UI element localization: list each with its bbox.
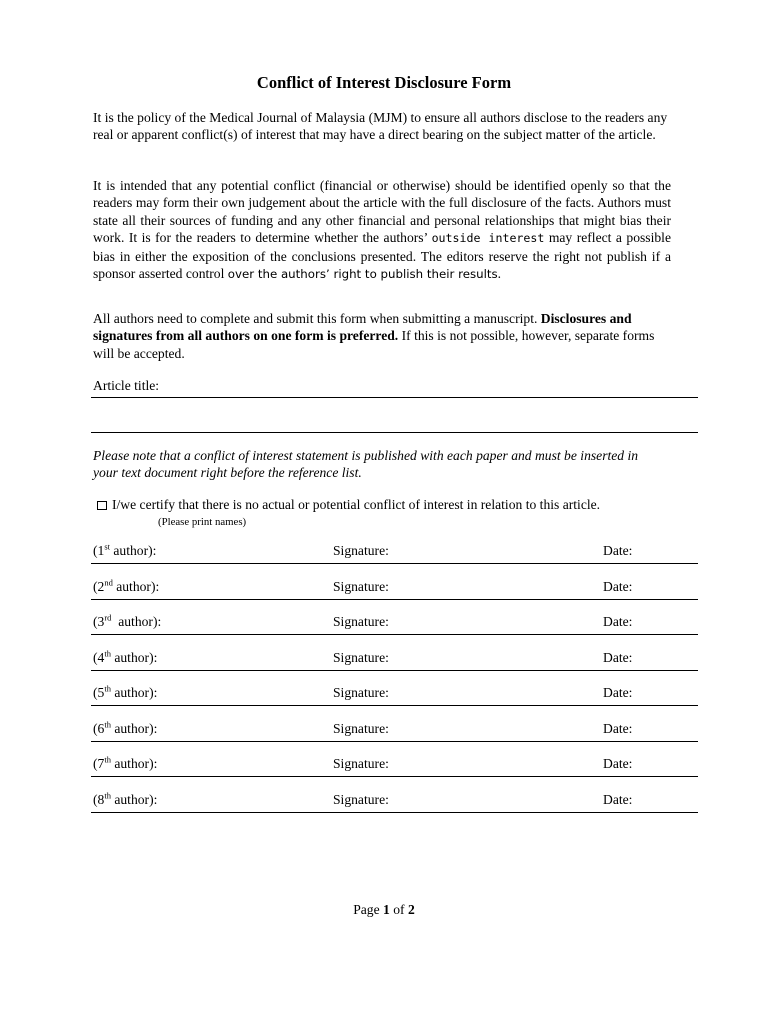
author-label: (4th author): xyxy=(93,648,158,665)
author-ordinal: st xyxy=(104,541,110,552)
intent-text-a: It is intended that any potential conflict (financial or otherwise) should be identified openly so that the readers may form their own judgement about the article with the full disclosure of the facts. Authors must state all their sources of funding and any other financial and personal relationships that might bias their work. It is for the readers to determine whether the authors’ xyxy=(93,178,671,246)
date-label[interactable]: Date: xyxy=(603,792,633,807)
intent-text-end: . xyxy=(497,266,502,282)
author-suffix: author): xyxy=(110,685,158,700)
article-title-line-2[interactable] xyxy=(91,432,698,433)
author-row xyxy=(91,717,698,742)
date-label[interactable]: Date: xyxy=(603,756,633,771)
signature-label[interactable]: Signature: xyxy=(333,685,389,700)
signature-label[interactable]: Signature: xyxy=(333,792,389,807)
author-number: 8 xyxy=(97,792,105,807)
print-names-hint: (Please print names) xyxy=(158,516,247,528)
page-footer xyxy=(0,902,768,918)
author-number: 6 xyxy=(97,721,105,736)
author-ordinal: th xyxy=(104,790,111,801)
signature-label[interactable]: Signature: xyxy=(333,650,389,665)
author-number: 3 xyxy=(97,614,105,629)
author-ordinal: th xyxy=(104,648,111,659)
author-label: (7th author): xyxy=(93,754,158,771)
author-number: 4 xyxy=(97,650,105,665)
author-ordinal: th xyxy=(104,719,111,730)
author-ordinal: rd xyxy=(104,612,112,623)
signature-label[interactable]: Signature: xyxy=(333,721,389,736)
publication-note: Please note that a conflict of interest statement is published with each paper and must be inserted in your text document right before the reference list. xyxy=(93,448,639,480)
author-suffix: author): xyxy=(110,543,157,558)
author-row xyxy=(91,575,698,600)
author-suffix: author): xyxy=(110,721,158,736)
author-suffix: author): xyxy=(110,792,158,807)
author-suffix: author): xyxy=(110,650,158,665)
footer-page-word: Page xyxy=(353,902,380,917)
signature-label[interactable]: Signature: xyxy=(333,756,389,771)
signature-label[interactable]: Signature: xyxy=(333,543,389,558)
date-label[interactable]: Date: xyxy=(603,721,633,736)
author-label: (8th author): xyxy=(93,790,158,807)
submission-paragraph xyxy=(93,310,671,362)
author-number: 5 xyxy=(97,685,105,700)
author-suffix: author): xyxy=(112,579,160,594)
submission-text-bold: Disclosures and signatures from all authors on one form is preferred. xyxy=(93,311,632,344)
article-title-label: Article title: xyxy=(93,378,160,393)
footer-current-page: 1 xyxy=(383,902,390,917)
author-ordinal: th xyxy=(104,683,111,694)
intent-text-b: may reflect a possible bias in either the exposition of the conclusions presented. The editors reserve the right not publish if a sponsor asserted control xyxy=(93,230,671,282)
author-label: (1st author): xyxy=(93,541,157,558)
author-row xyxy=(91,646,698,671)
date-label[interactable]: Date: xyxy=(603,579,633,594)
signature-label[interactable]: Signature: xyxy=(333,614,389,629)
date-label[interactable]: Date: xyxy=(603,685,633,700)
author-ordinal: nd xyxy=(104,577,113,588)
author-suffix: author): xyxy=(110,756,158,771)
author-row xyxy=(91,681,698,706)
author-ordinal: th xyxy=(104,754,111,765)
author-label: (3rd author): xyxy=(93,612,162,629)
author-row xyxy=(91,788,698,813)
submission-text-end: If this is not possible, however, separate forms will be accepted. xyxy=(93,328,655,361)
author-number: 2 xyxy=(97,579,105,594)
author-row xyxy=(91,610,698,635)
footer-of-word: of xyxy=(393,902,405,917)
article-title-line-1[interactable] xyxy=(91,397,698,398)
certify-checkbox[interactable] xyxy=(97,501,107,510)
signature-label[interactable]: Signature: xyxy=(333,579,389,594)
author-label: (6th author): xyxy=(93,719,158,736)
date-label[interactable]: Date: xyxy=(603,650,633,665)
author-number: 7 xyxy=(97,756,105,771)
certify-text: I/we certify that there is no actual or potential conflict of interest in relation to this article. xyxy=(112,497,601,512)
author-suffix: author): xyxy=(111,614,162,629)
author-row xyxy=(91,539,698,564)
date-label[interactable]: Date: xyxy=(603,543,633,558)
policy-paragraph: It is the policy of the Medical Journal of Malaysia (MJM) to ensure all authors disclose to the readers any real or apparent conflict(s) of interest that may have a direct bearing on the subject matter of the article. xyxy=(93,110,668,143)
footer-total-pages: 2 xyxy=(407,902,415,917)
author-label: (2nd author): xyxy=(93,577,160,594)
date-label[interactable]: Date: xyxy=(603,614,633,629)
intent-paragraph xyxy=(93,177,671,283)
author-row xyxy=(91,752,698,777)
page-title: Conflict of Interest Disclosure Form xyxy=(256,73,512,92)
author-label: (5th author): xyxy=(93,683,158,700)
submission-text-start: All authors need to complete and submit this form when submitting a manuscript. xyxy=(93,311,541,326)
certify-row[interactable] xyxy=(97,497,600,513)
intent-text-sans: over the authors’ right to publish their results xyxy=(227,267,498,282)
intent-text-mono: outside interest xyxy=(431,231,545,246)
author-number: 1 xyxy=(97,543,105,558)
